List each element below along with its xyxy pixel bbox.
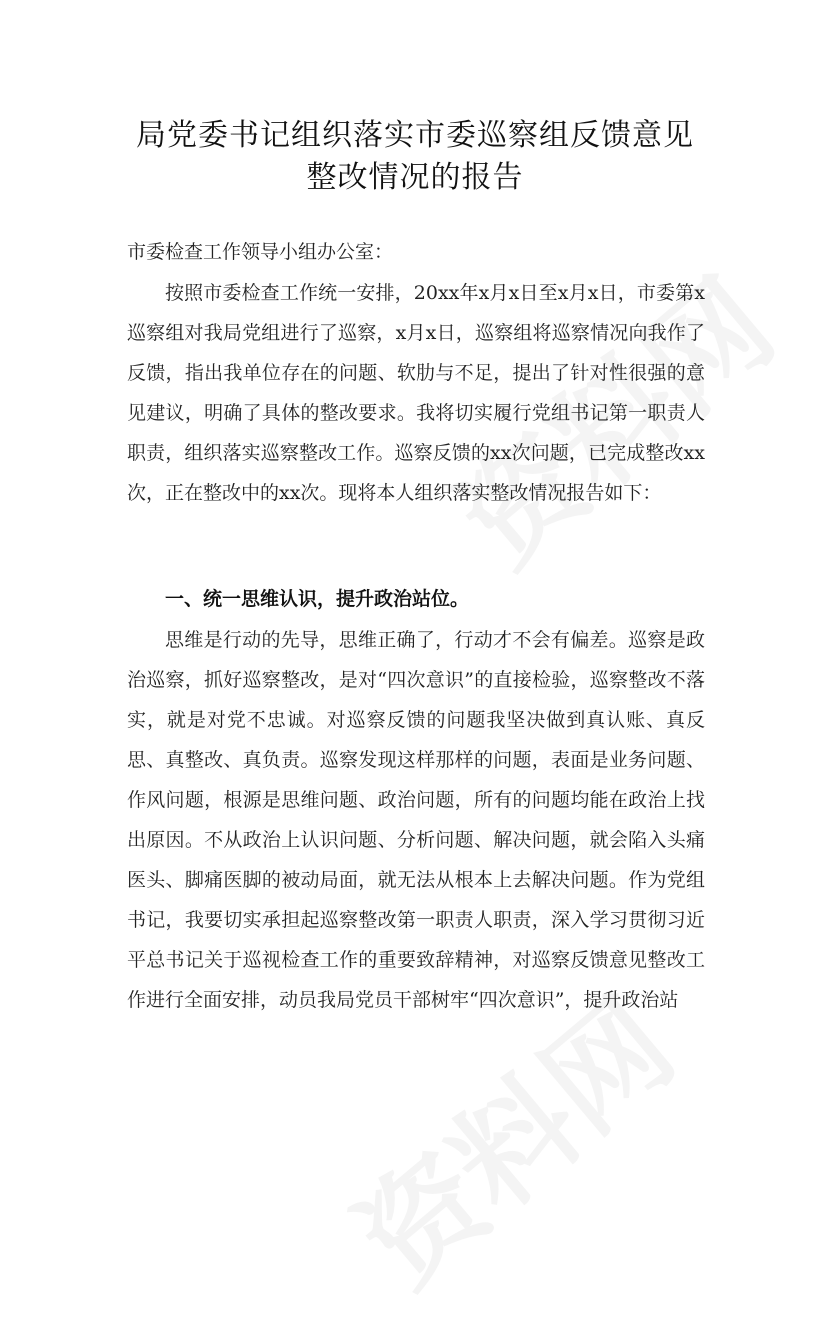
paragraph-body: 思维是行动的先导，思维正确了，行动才不会有偏差。巡察是政治巡察，抓好巡察整改，是对“四次意识”的直接检验，巡察整改不落实，就是对党不忠诚。对巡察反馈的问题我坚决做到真认账、真反思、真整改、真负责。巡察发现这样那样的问题，表面是业务问题、作风问题，根源是思维问题、政治问题，所有的问题均能在政治上找出原因。不从政治上认识问题、分析问题、解决问题，就会陷入头痛医头、脚痛医脚的被动局面，就无法从根本上去解决问题。作为党组书记，我要切实承担起巡察整改第一职责人职责，深入学习贯彻习近平总书记关于巡视检查工作的重要致辞精神，对巡察反馈意见整改工作进行全面安排，动员我局党员干部树牢“四次意识”，提升政治站 (127, 629, 705, 1011)
salutation: 市委检查工作领导小组办公室： (127, 241, 394, 263)
section-heading: 一、统一思维认识，提升政治站位。 (165, 588, 470, 610)
paragraph-intro: 按照市委检查工作统一安排，20xx年x月x日至x月x日，市委第x巡察组对我局党组进行了巡察，x月x日，巡察组将巡察情况向我作了反馈，指出我单位存在的问题、软肋与不足，提出了针对性很强的意见建议，明确了具体的整改要求。我将切实履行党组书记第一职责人职责，组织落实巡察整改工作。巡察反馈的xx次问题，已完成整改xx次，正在整改中的xx次。现将本人组织落实整改情况报告如下： (127, 282, 705, 504)
document-title-line1: 局党委书记组织落实市委巡察组反馈意见 (136, 118, 694, 153)
document-title-line2: 整改情况的报告 (306, 160, 524, 195)
